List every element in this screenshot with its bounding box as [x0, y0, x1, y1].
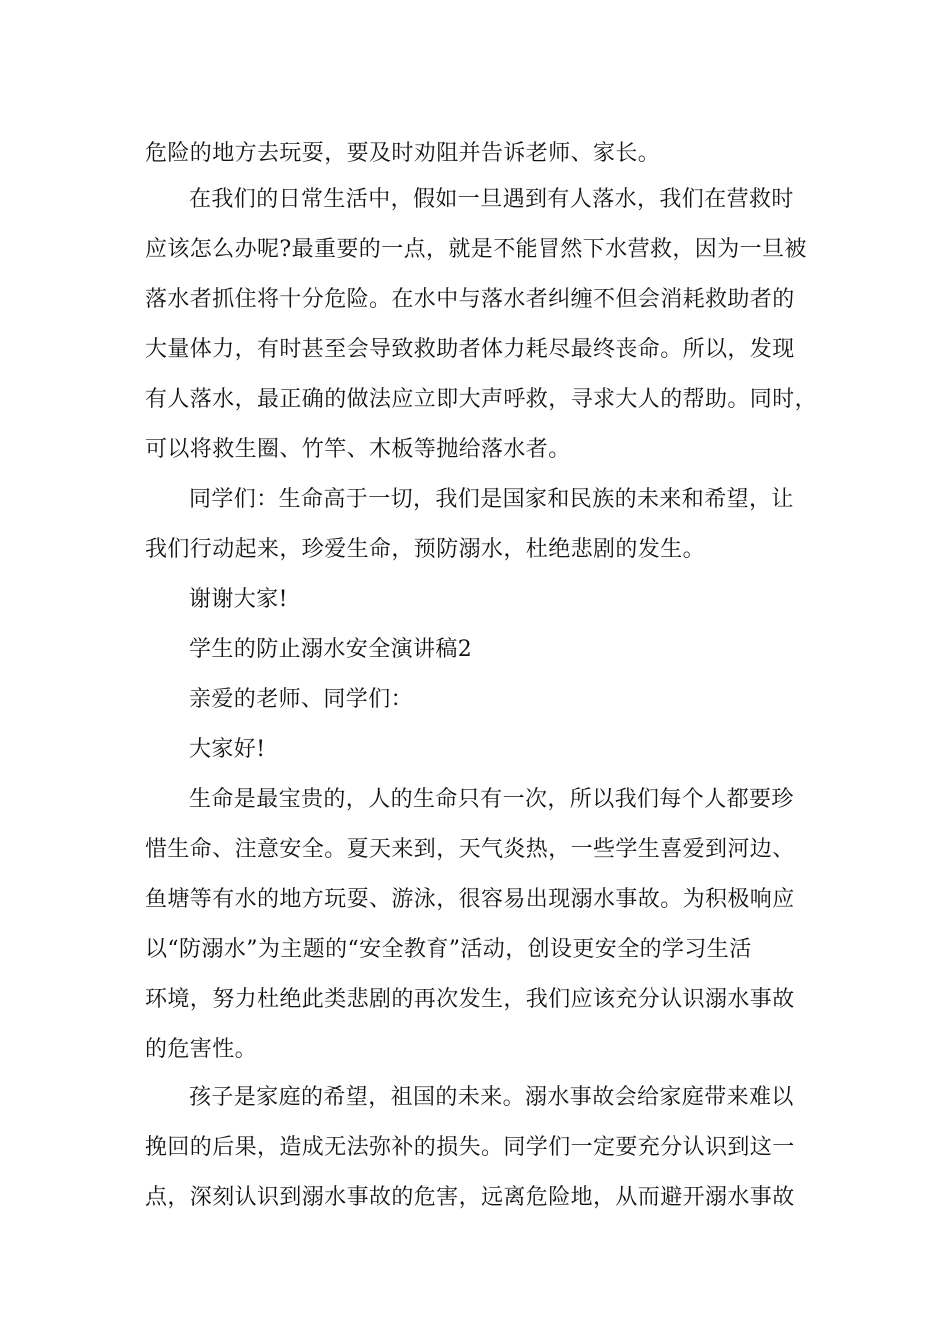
paragraph-line: 挽回的后果，造成无法弥补的损失。同学们一定要充分认识到这一 [145, 1135, 795, 1160]
paragraph-line: 生命是最宝贵的，人的生命只有一次，所以我们每个人都要珍 [189, 787, 794, 812]
paragraph-line: 大量体力，有时甚至会导致救助者体力耗尽最终丧命。所以，发现 [145, 337, 795, 362]
salutation: 亲爱的老师、同学们： [189, 687, 414, 712]
paragraph-line: 谢谢大家! [189, 587, 288, 612]
paragraph-line: 惜生命、注意安全。夏天来到，天气炎热，一些学生喜爱到河边、 [145, 837, 795, 862]
paragraph-line: 可以将救生圈、竹竿、木板等抛给落水者。 [145, 437, 571, 462]
paragraph-line: 同学们：生命高于一切，我们是国家和民族的未来和希望，让 [189, 487, 794, 512]
paragraph-line: 以“防溺水”为主题的“安全教育”活动，创设更安全的学习生活 [145, 937, 752, 962]
paragraph-line: 落水者抓住将十分危险。在水中与落水者纠缠不但会消耗救助者的 [145, 287, 795, 312]
paragraph-line: 在我们的日常生活中，假如一旦遇到有人落水，我们在营救时 [189, 187, 794, 212]
greeting: 大家好! [189, 737, 266, 762]
paragraph-line: 危险的地方去玩耍，要及时劝阻并告诉老师、家长。 [145, 141, 661, 166]
paragraph-line: 环境，努力杜绝此类悲剧的再次发生，我们应该充分认识溺水事故 [145, 987, 795, 1012]
paragraph-line: 孩子是家庭的希望，祖国的未来。溺水事故会给家庭带来难以 [189, 1085, 794, 1110]
paragraph-line: 应该怎么办呢?最重要的一点，就是不能冒然下水营救，因为一旦被 [145, 237, 807, 262]
paragraph-line: 有人落水，最正确的做法应立即大声呼救，寻求大人的帮助。同时， [145, 387, 818, 412]
paragraph-line: 的危害性。 [145, 1037, 258, 1062]
paragraph-line: 我们行动起来，珍爱生命，预防溺水，杜绝悲剧的发生。 [145, 537, 706, 562]
paragraph-line: 鱼塘等有水的地方玩耍、游泳，很容易出现溺水事故。为积极响应 [145, 887, 795, 912]
paragraph-line: 点，深刻认识到溺水事故的危害，远离危险地，从而避开溺水事故 [145, 1185, 795, 1210]
section-heading: 学生的防止溺水安全演讲稿2 [189, 637, 473, 662]
